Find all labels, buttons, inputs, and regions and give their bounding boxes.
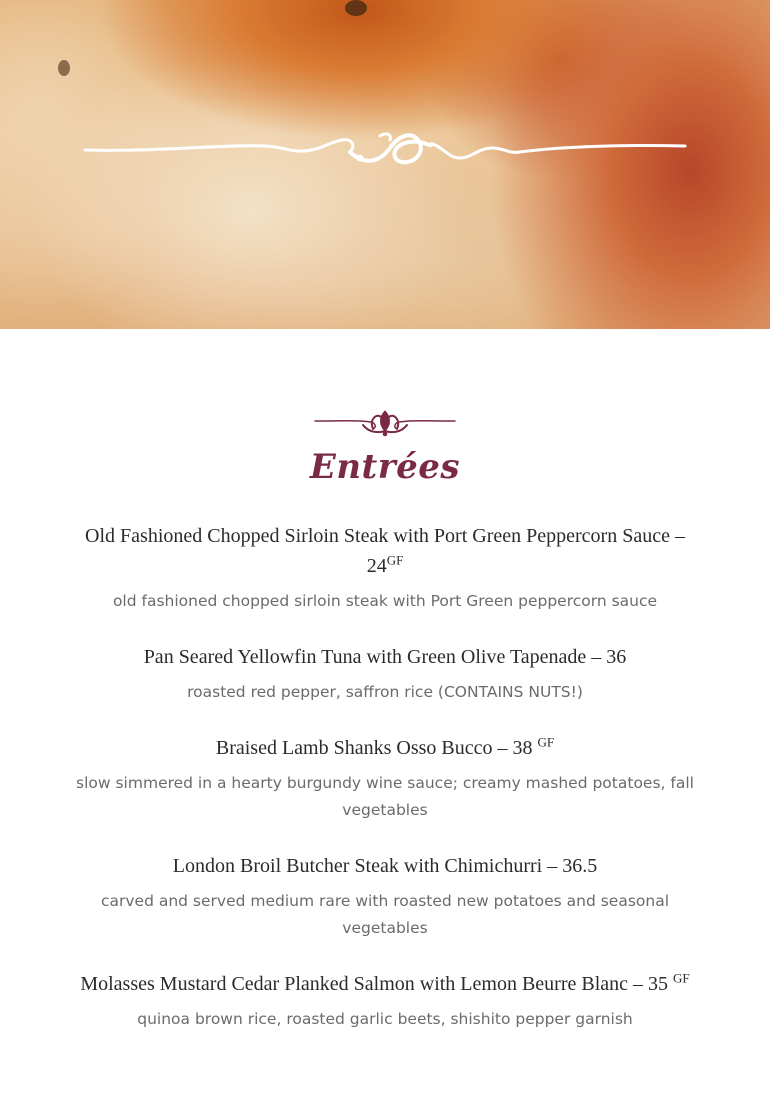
white-flourish-icon xyxy=(80,118,690,178)
hero-image xyxy=(0,0,770,329)
menu-items-list xyxy=(70,521,700,1060)
menu-item-name: Braised Lamb Shanks Osso Bucco – 38 $^{GF}$ xyxy=(215,734,555,759)
menu-item xyxy=(70,733,700,824)
menu-item xyxy=(60,969,710,1033)
menu-item xyxy=(70,521,700,615)
menu-item-description: slow simmered in a hearty burgundy wine sauce; creamy mashed potatoes, fall vegetables xyxy=(76,774,694,819)
gluten-free-tag: GF xyxy=(537,734,555,750)
menu-section xyxy=(0,329,770,1096)
gluten-free-tag: GF xyxy=(673,970,690,986)
menu-item-description: old fashioned chopped sirloin steak with Port Green peppercorn sauce xyxy=(112,592,658,610)
maroon-flourish-icon xyxy=(313,407,457,437)
menu-item xyxy=(70,642,700,706)
section-title: Entrées xyxy=(309,447,461,487)
menu-item-description: roasted red pepper, saffron rice (CONTAINS NUTS!) xyxy=(187,683,583,701)
menu-item-description: carved and served medium rare with roasted new potatoes and seasonal vegetables xyxy=(100,892,670,937)
gluten-free-tag: GF xyxy=(386,552,404,568)
menu-item-name: Pan Seared Yellowfin Tuna with Green Olive Tapenade – 36 xyxy=(143,646,627,668)
menu-item-name: London Broil Butcher Steak with Chimichurri – 36.5 xyxy=(172,855,598,877)
hero-shadow xyxy=(345,0,367,16)
menu-item-description: quinoa brown rice, roasted garlic beets, shishito pepper garnish xyxy=(137,1010,633,1028)
hero-shadow xyxy=(58,60,70,76)
menu-item-name: Molasses Mustard Cedar Planked Salmon with Lemon Beurre Blanc – 35 $^{GF}$ xyxy=(80,970,690,995)
menu-item xyxy=(70,851,700,942)
menu-item-name: Old Fashioned Chopped Sirloin Steak with Port Green Peppercorn Sauce – $24^{GF}$ xyxy=(85,525,685,577)
